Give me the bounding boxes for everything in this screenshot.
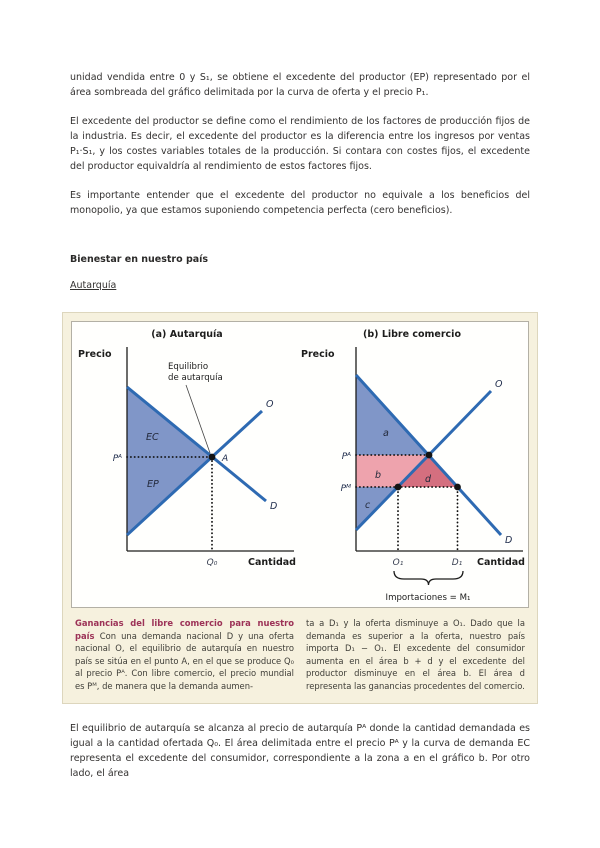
section-heading-bienestar: Bienestar en nuestro país xyxy=(70,254,209,265)
quantity-q0-label: Q₀ xyxy=(206,558,218,568)
autarquia-chart xyxy=(76,341,298,605)
demand-curve-label: D xyxy=(270,501,278,512)
area-b-label: b xyxy=(375,470,382,481)
supply-curve-label: O xyxy=(266,399,274,410)
panel-a-title: (a) Autarquía xyxy=(151,329,223,340)
supply-curve-label: O xyxy=(495,379,503,390)
y-axis-label: Precio xyxy=(301,349,335,360)
producer-surplus-label: EP xyxy=(147,479,159,490)
x-axis-label: Cantidad xyxy=(477,557,525,568)
paragraph-producer-surplus-area: unidad vendida entre 0 y S₁, se obtiene el excedente del productor (EP) representado por el área sombreada del gráfico delimitada por la curva de oferta y el precio P₁. xyxy=(70,72,530,98)
autarky-equilibrium-point xyxy=(426,452,433,459)
autarky-price-label: Pᴬ xyxy=(112,454,122,464)
y-axis-label: Precio xyxy=(78,349,112,360)
equilibrium-point xyxy=(209,454,216,461)
quantity-o1-label: O₁ xyxy=(392,558,404,568)
area-d-label: d xyxy=(425,474,432,485)
world-supply-point xyxy=(395,484,402,491)
annotation-equilibrio-line1: Equilibrio xyxy=(168,362,209,372)
area-c-label: c xyxy=(365,500,371,511)
imports-label: Importaciones = M₁ xyxy=(385,593,471,603)
quantity-d1-label: D₁ xyxy=(451,558,463,568)
area-a-label: a xyxy=(383,428,389,439)
figure-chart-panel xyxy=(71,321,529,608)
caption-right-text: ta a D₁ y la oferta disminuye a O₁. Dado que la demanda es superior a la oferta, nuestro país importa D₁ − O₁. El excedente del consumidor aumenta en el área b + d y el excedente del productor disminuye en el área b. El área d representa las ganancias procedentes del comercio. xyxy=(306,618,525,691)
caption-left-text: Con una demanda nacional D y una oferta nacional O, el equilibrio de autarquía en nuestro país se sitúa en el punto A, en el que se produce Q₀ al precio Pᴬ. Con libre comercio, el precio mundial es Pᴹ, de manera que la demanda aumen- xyxy=(75,630,294,691)
panel-libre-comercio xyxy=(299,327,525,605)
x-axis-label: Cantidad xyxy=(248,557,296,568)
paragraph-monopoly-note: Es importante entender que el excedente del productor no equivale a los beneficios del monopolio, ya que estamos suponiendo competencia perfecta (cero beneficios). xyxy=(70,190,530,216)
figure-box xyxy=(62,312,538,704)
caption-right-column xyxy=(306,617,525,693)
figure-caption xyxy=(71,608,529,695)
caption-title: Ganancias del libre comercio para nuestro país xyxy=(75,618,294,641)
surplus-area-fill xyxy=(127,387,212,535)
world-demand-point xyxy=(454,484,461,491)
autarky-price-label: Pᴬ xyxy=(341,452,351,462)
subsection-heading-autarquia: Autarquía xyxy=(70,280,117,291)
consumer-surplus-label: EC xyxy=(146,432,159,443)
panel-autarquia xyxy=(75,327,299,605)
paragraph-equilibrium-explanation: El equilibrio de autarquía se alcanza al precio de autarquía Pᴬ donde la cantidad demandada es igual a la cantidad ofertada Q₀. El área delimitada entre el precio Pᴬ y la curva de demanda EC representa el excedente del consumidor, correspondiente a la zona a en el gráfico b. Por otro lado, el área xyxy=(70,722,530,779)
imports-brace xyxy=(394,571,463,585)
point-a-label: A xyxy=(222,454,229,464)
libre-comercio-chart xyxy=(299,341,525,605)
demand-curve-label: D xyxy=(505,535,513,546)
caption-left-column xyxy=(75,617,294,693)
paragraph-producer-surplus-definition: El excedente del productor se define como el rendimiento de los factores de producción fijos de la industria. Es decir, el excedente del productor es la diferencia entre los ingresos por ventas P₁·S₁, y los costes variables totales de la producción. Si contara con costes fijos, el excedente del productor equivaldría al rendimiento de estos factores fijos. xyxy=(70,116,530,172)
panel-b-title: (b) Libre comercio xyxy=(363,329,461,340)
annotation-equilibrio-line2: de autarquía xyxy=(168,373,223,383)
world-price-label: Pᴹ xyxy=(340,484,351,494)
